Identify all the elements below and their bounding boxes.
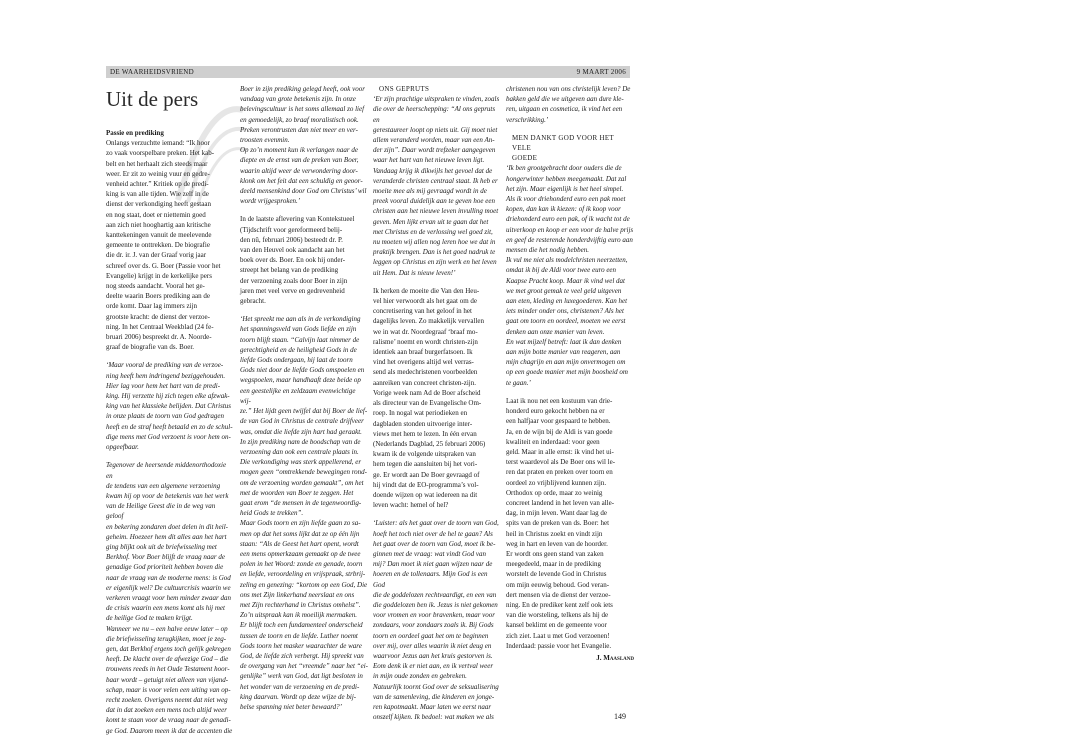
issue-date: 9 MAART 2006 xyxy=(576,68,626,76)
column-3 xyxy=(373,84,501,730)
paragraph: Laat ik nou net een kostuum van drie- honderd euro gekocht hebben na er een halfjaar voor gespaard te hebben. Ja, en de wijn bij de Aldi is van goede kwaliteit en inderdaad: voor geen geld. Maar in alle ernst: ik vind het ui- terst waardevol als De Boer ons wil le- ren dat praten en preken over toorn en oordeel zo vrijblijvend kunnen zijn. Orthodox op orde, maar zo weinig concreet landend in het leven van alle- dag, in mijn leven. Want daar lag de spits van de preken van ds. Boer: het heil in Christus zoekt en vindt zijn weg in hart en leven van de hoorder. Er wordt ons geen stand van zaken meegedeeld, maar in de prediking worstelt de levende God in Christus om mijn eeuwig behoud. God veran- dert mensen via de dienst der verzoe- ning. En de prediker kent zelf ook iets van die worsteling, telkens als hij de kansel beklimt en de gemeente voor zich ziet. Laat u met God verzoenen! Inderdaad: passie voor het Evangelie. xyxy=(506,396,616,650)
page-number: 149 xyxy=(614,712,626,721)
paragraph: Ik herken de moeite die Van den Heu- vel hier verwoordt als het gaat om de concretisering van het geloof in het dagelijks leven. Zo makkelijk vervallen we in wat dr. Noordegraaf ‘braaf mo- ralisme’ noemt en wordt christen-zijn identiek aan braaf burgerfatsoen. Ik vind het overigens altijd wel verras- send als medechristenen voorbeelden aanreiken van concreet christen-zijn. Vorige week nam Ad de Boer afscheid als directeur van de Evangelische Om- roep. In nogal wat periodieken en dagbladen stonden uitvoerige inter- views met hem te lezen. In één ervan (Nederlands Dagblad, 25 februari 2006) kwam ik de volgende uitspraken van hem tegen die aansluiten bij het vori- ge. Er wordt aan De Boer gevraagd of hij vindt dat de EO-programma’s vol- doende wijzen op wat iedereen na dit leven wacht: hemel of hel? xyxy=(373,286,486,510)
sub-heading: MEN DANKT GOD VOOR HET VELE GOEDE xyxy=(512,133,614,163)
quote-paragraph: Tegenover de heersende middenorthodoxie en de tendens van een algemene verzoening kwam hij op voor de betekenis van het werk van de Heilige Geest die in de weg van geloof en bekering zondaren doet delen in dit heil- geheim. Hoezeer hem dit alles aan het hart ging blijkt ook uit de briefwisseling met Berkhof. Voor Boer blijft de vraag naar de genadige God prioriteit hebben boven die naar de vraag van de moderne mens: is God er eigenlijk wel? De cultuurcrisis waarin we verkeren vraagt voor hem minder zwaar dan de crisis waarin een mens komt als hij met de heilige God te maken krijgt. Wanneer we nu – een halve eeuw later – op die briefwisseling terugkijken, moet je zeg- gen, dat Berkhof ergens toch gelijk gekregen heeft. De klacht over de afwezige God – die trouwens reeds in het Oude Testament hoor- baar wordt – getuigt niet alleen van vijand- schap, maar is voor velen een uiting van op- recht zoeken. Overigens neemt dat niet weg dat in dat zoeken een mens toch altijd weer komt te staan voor de vraag naar de genadi- ge God. Daarom meen ik dat de accenten die xyxy=(106,461,233,735)
column-2 xyxy=(240,84,368,720)
paragraph: Onlangs verzuchtte iemand: “Ik hoor zo vaak voorspelbare preken. Het kab- belt en het herhaalt zich steeds maar weer. Er zit zo weinig vuur en gedre- venheid achter.” Kritiek op de predi- king is van alle tijden. Wie zelf in de dienst der verkondiging heeft gestaan en nog staat, doet er niettemin goed aan zich niet hooghartig aan kritische kanttekeningen vanuit de meelevende gemeente te onttrekken. De biografie die dr. ir. J. van der Graaf vorig jaar schreef over ds. G. Boer (Passie voor het Evangelie) krijgt in de kerkelijke pers nog steeds aandacht. Vooral het ge- deelte waarin Boers prediking aan de orde komt. Daar lag immers zijn grootste kracht: de dienst der verzoe- ning. In het Centraal Weekblad (24 fe- bruari 2006) bespreekt dr. A. Noorde- graaf de biografie van ds. Boer. xyxy=(106,139,221,352)
paragraph: In de laatste aflevering van Kontekstueel (Tijdschrift voor gereformeerd belij- den nû, februari 2006) besteedt dr. P. van den Heuvel ook aandacht aan het boek over ds. Boer. En ook hij onder- streept het belang van de prediking der verzoening zoals door Boer in zijn jaren met veel verve en gedrevenheid gebracht. xyxy=(240,215,355,306)
quote-paragraph: christenen nou van ons christelijk leven? De bakken geld die we uitgeven aan dure kle- ren, uitgaan en cosmetica, ik vind het een verschrikking.’ xyxy=(506,85,631,124)
quote-paragraph: ‘Er zijn prachtige uitspraken te vinden, zoals die over de heerschepping: “Al ons gepruts en gerestaureer loopt op niets uit. Gij moet niet allem veranderd worden, maar van een An- der zijn”. Daar wordt trefzeker aangegeven waar het hart van het nieuwe leven ligt. Vandaag krijg ik dikwijls het gevoel dat de veranderde christen centraal staat. Ik heb er moeite mee als mij gevraagd wordt in de preek vooral duidelijk aan te geven hoe een christen aan het nieuwe leven invulling moet geven. Men lijkt ervan uit te gaan dat het met Christus en de verlossing wel goed zit, nu moeten wij allen nog leren hoe we dat in praktijk brengen. Dan is het goed nadruk te leggen op Christus en zijn werk en het leven uit Hem. Dat is nieuw leven!’ xyxy=(373,95,500,277)
publication-name: DE WAARHEIDSVRIEND xyxy=(110,68,195,76)
page-title: Uit de pers xyxy=(106,87,199,111)
quote-paragraph: ‘Luister: als het gaat over de toorn van God, hoeft het toch niet over de hel te gaan? Als het gaat over de toorn van God, moet ik be- ginnen met de vraag: wat vindt God van mij? Dan moet ik niet gaan wijzen naar de hoeren en de tollenaars. Mijn God is een God die de goddelozen rechtvaardigt, en een van die goddelozen ben ik. Jezus is niet gekomen voor vromen en voor bravenken, maar voor zondaars, voor zondaars zoals ik. Bij Gods toorn en oordeel gaat het om te beginnen over mij, over alles waarin ik niet deug en waarvoor Jezus aan het kruis gestorven is. Eom denk ik er niet aan, en ik vertval weer in mijn oude zonden en gebreken. Natuurlijk toornt God over de seksualisering van de samenleving, die kinderen en jonge- ren kapotmaakt. Maar laten we eerst naar onszelf kijken. Ik bedoel: wat maken we als xyxy=(373,519,499,722)
sub-heading: ONS GEPRUTS xyxy=(379,85,430,93)
quote-paragraph: ‘Maar vooral de prediking van de verzoe- ning heeft hem indringend beziggehouden. Hier lag voor hem het hart van de predi- king. Hij verzette hij zich tegen elke afzwak- king van het klassieke belijden. Dat Christus in onze plaats de toorn van God gedragen heeft en de straf heeft betaald en zo de schul- dige mens met God verzoent is voor hem on- opgeefbaar. xyxy=(106,361,233,452)
quote-paragraph: ‘Ik ben grootgebracht door ouders die de hongerwinter hebben meegemaakt. Dat zal het zijn. Maar eigenlijk is het heel simpel. Als ik voor driehonderd euro een pak moet kopen, dan kan ik kiezen: of ik koop voor driehonderd euro een pak, of ik wacht tot de uitverkoop en koop er een voor de halve prijs en geef de resterende honderdvijftig euro aan mensen die het nodig hebben. Ik vul me niet als modelchristen neerzetten, omdat ik bij de Aldi voor twee euro een Kaapse Pracht koop. Maar ik vind wel dat we met groot gemak te veel geld uitgeven aan eten, kleding en luxegoederen. Kan het iets minder onder ons, christenen? Als het gaat om toorn en oordeel, moeten we eerst denken aan onze manier van leven. En wat mijzelf betreft: laat ik dan denken aan mijn botte manier van reageren, aan mijn chagrijn en aan mijn onvermogen om op een goede manier met mijn boosheid om te gaan.’ xyxy=(506,164,634,387)
quote-paragraph: ‘Het spreekt me aan als in de verkondiging het spanningsveld van Gods liefde en zijn toorn blijft staan. “Calvijn laat nimmer de gerechtigheid en de heiligheid Gods in de liefde Gods ondergaan, hij laat de toorn Gods niet door de liefde Gods omspoelen en wegspoelen, maar handhaaft deze beide op een geestelijke en zeldzaam evenwichtige wij- ze.” Het lijdt geen twijfel dat bij Boer de lief- de van God in Christus de centrale drijfveer was, omdat die liefde zijn hart had geraakt. In zijn prediking nam de boodschap van de verzoening dan ook een centrale plaats in. Die verkondiging was sterk appellerend, er mogen geen “omtrekkende bewegingen rond- om de verzoening worden gemaakt”, om het met de woorden van Boer te zeggen. Het gaat erom “de mensen in de tegenwoordig- heid Gods te trekken”. Maar Gods toorn en zijn liefde gaan zo sa- men op dat het soms lijkt dat ze op één lijn staan: “Als de Geest het hart opent, wordt een mens opmerkzaam gemaakt op de twee polen in het Woord: zonde en genade, toorn en liefde, veroordeling en vrijspraak, strbrij- zeling en genezing: “kortom op een God, Die ons met Zijn linkerhand neerslaat en ons met Zijn rechterhand in Christus omhelst”. Zo’n uitspraak kan ik moeilijk mermaken. Er blijft toch een fundamenteel onderscheid tussen de toorn en de liefde. Luther noemt Gods toorn het masker waarachter de ware God, de liefde zich verbergt. Hij spreekt van de overgang van het “vreemde” naar het “ei- genlijke” werk van God, dat ligt besloten in het wonder van de verzoening en de predi- king daarvan. Wordt op deze wijze de bij- belse spanning niet beter bewaard?’ xyxy=(240,315,368,711)
running-header xyxy=(106,66,630,78)
quote-paragraph: Boer in zijn prediking gelegd heeft, ook voor vandaag van grote betekenis zijn. In onze belevingscultuur is het soms allemaal zo lief en gemoedelijk, zo braaf moralistisch ook. Preken verontrusten dan niet meer en ver- troosten evenmin. Op zo’n moment kun ik verlangen naar de diepte en de ernst van de preken van Boer, waarin altijd weer de verwondering door- klonk om het feit dat een schuldig en geoor- deeld mensenkind door God om Christus’ wil wordt vrijgesproken.’ xyxy=(240,85,367,206)
author-signature: J. Maasland xyxy=(596,653,634,662)
column-1 xyxy=(106,84,234,744)
column-4 xyxy=(506,84,634,671)
section-heading: Passie en prediking xyxy=(106,129,164,137)
